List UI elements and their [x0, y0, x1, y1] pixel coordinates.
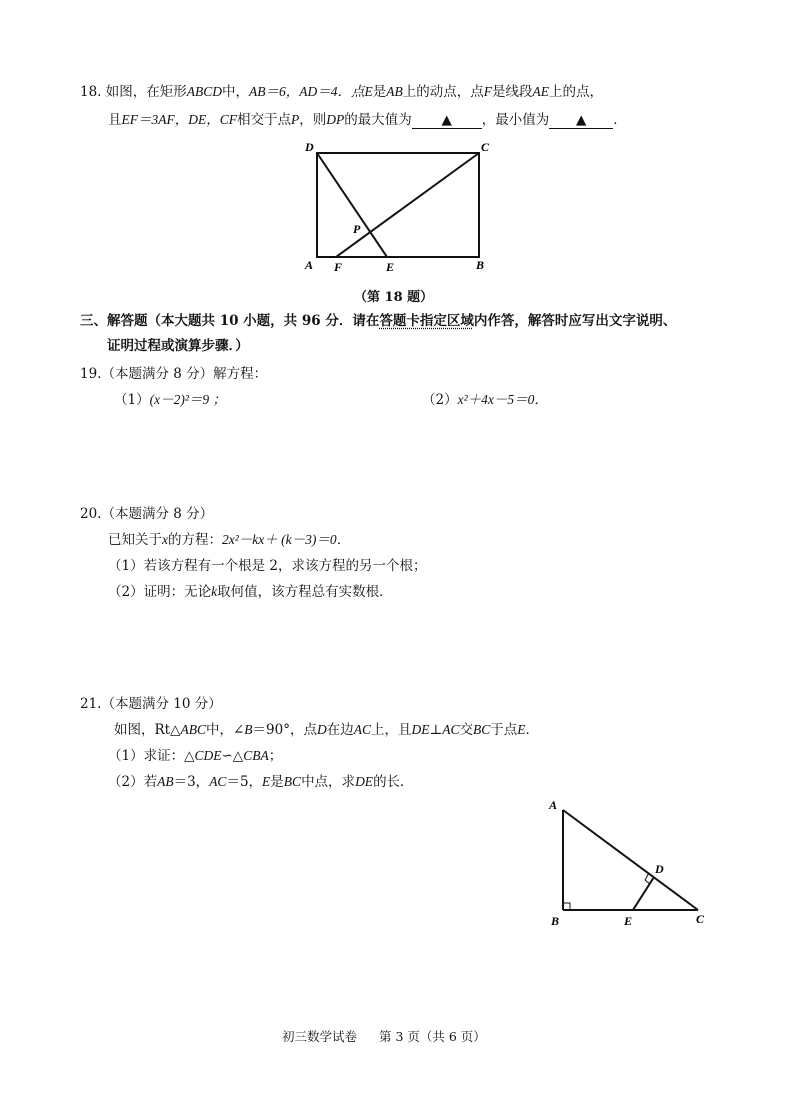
q18-text: 是	[372, 84, 387, 100]
q21-seg-de: DE	[411, 722, 430, 737]
q19-header: 19.（本题满分 8 分）解方程：	[80, 366, 268, 382]
q21-text: 中点，求	[301, 774, 356, 790]
label-c: C	[481, 140, 490, 154]
q21-text: ∽△	[221, 748, 244, 764]
q18-seg-ab: AB	[386, 84, 403, 99]
q19-part1	[114, 388, 226, 408]
q18-ad-eq: AD＝4．点	[299, 84, 365, 99]
q19-part2	[422, 388, 548, 408]
q21-text: ＝5，	[226, 774, 263, 790]
q18-text: 且	[108, 112, 122, 128]
q20-text: 的方程：	[168, 532, 222, 548]
page-footer	[282, 1027, 486, 1045]
label-e: E	[624, 914, 633, 928]
q18-line2	[108, 108, 627, 129]
label-e: E	[386, 260, 395, 274]
q20-header: 20.（本题满分 8 分）	[80, 506, 214, 522]
q21-seg-ac: AC	[442, 722, 460, 737]
q21-text: （2）若	[108, 774, 158, 790]
section-3-title-line2: 证明过程或演算步骤．）	[107, 338, 249, 354]
segment-ac	[563, 810, 698, 910]
segment-de	[633, 877, 654, 910]
label-a: A	[305, 258, 314, 272]
q18-text: ，最小值为	[481, 112, 550, 128]
q19-part1-expr: (x－2)²＝9 ；	[149, 392, 226, 407]
q21-text: 的长．	[373, 774, 414, 790]
q18-seg-dp: DP	[326, 112, 345, 127]
triangle-marker-icon: ▲	[441, 112, 452, 128]
label-p: P	[353, 222, 361, 236]
q21-tri-cde: CDE	[194, 748, 222, 763]
q18-text: 上的点，	[549, 84, 604, 100]
q20-text: （2）证明：无论	[108, 584, 212, 600]
q21-text: 如图，Rt△	[114, 722, 181, 738]
footer-page-number: 第 3 页（共 6 页）	[378, 1029, 486, 1044]
q18-figure	[300, 138, 500, 274]
q21-seg-de: DE	[355, 774, 374, 789]
q20-var-x: x	[162, 532, 168, 547]
q21-text: （1）求证：△	[108, 748, 195, 764]
q18-text: 相交于点	[236, 112, 291, 128]
q21-text: 于点	[490, 722, 518, 738]
answer-blank-min[interactable]	[549, 112, 613, 129]
q21-seg-bc: BC	[283, 774, 302, 789]
label-c: C	[696, 912, 705, 926]
q18-text: 上的动点，点	[402, 84, 484, 100]
q21-tri: ABC	[180, 722, 206, 737]
q20-text: 取何值，该方程总有实数根．	[217, 584, 393, 600]
answer-blank-max[interactable]	[412, 112, 482, 129]
q21-text: ＝3，	[173, 774, 210, 790]
q19-part2-label: （2）	[422, 392, 458, 408]
q18-text: ，则	[299, 112, 327, 128]
q18-point-f: F	[483, 84, 493, 99]
q18-line1	[80, 80, 603, 100]
q19-part2-expr: x²＋4x－5＝0．	[457, 392, 548, 407]
q21-angle-b: B	[244, 722, 253, 737]
section-3-title	[80, 309, 676, 329]
q21-text: 是	[270, 774, 284, 790]
q21-stem	[114, 718, 539, 738]
q20-part1: （1）若该方程有一个根是 2，求该方程的另一个根；	[108, 558, 427, 574]
rectangle-abcd	[317, 153, 479, 257]
q21-text: 上，且	[371, 722, 412, 738]
q21-text: ；	[268, 748, 283, 764]
q21-figure	[545, 795, 715, 935]
label-a: A	[549, 798, 558, 812]
label-b: B	[551, 914, 560, 928]
label-d: D	[305, 140, 314, 154]
triangle-marker-icon: ▲	[576, 112, 587, 128]
q21-part1	[108, 744, 282, 764]
q21-point-d: D	[316, 722, 327, 737]
q20-var-k: k	[211, 584, 218, 599]
segment-de	[317, 153, 387, 257]
q21-tri-cba: CBA	[243, 748, 269, 763]
q18-seg-ae: AE	[532, 84, 550, 99]
section-3-text: 内作答，解答时应写出文字说明、	[473, 313, 677, 329]
q21-point-e: E	[517, 722, 526, 737]
q21-seg-ac: AC	[209, 774, 227, 789]
q20-text: 已知关于	[108, 532, 162, 548]
q21-seg-ac: AC	[353, 722, 371, 737]
q18-text: 中，	[222, 84, 250, 100]
q21-text: ．	[525, 722, 539, 738]
q21-text: 交	[459, 722, 473, 738]
q18-ab-eq: AB＝6，	[249, 84, 300, 99]
q21-text: ＝90°，点	[252, 722, 317, 738]
q21-text: 中，∠	[205, 722, 245, 738]
q21-text: ⊥	[429, 722, 443, 738]
footer-subject: 初三数学试卷	[282, 1029, 358, 1044]
right-angle-mark-b	[563, 903, 570, 910]
q18-ef-eq: EF＝3AF，DE，CF	[121, 112, 237, 127]
q18-text: 的最大值为	[344, 112, 412, 128]
q18-rect-name: ABCD	[186, 84, 223, 99]
q21-header: 21.（本题满分 10 分）	[80, 696, 222, 712]
section-3-text: 三、解答题（本大题共 10 小题，共 96 分．请在	[80, 313, 380, 329]
label-d: D	[655, 862, 664, 876]
figure-caption-18: （第 18 题）	[354, 290, 434, 305]
q21-point-e: E	[262, 774, 271, 789]
q19-part1-label: （1）	[114, 392, 150, 408]
q21-seg-bc: BC	[472, 722, 491, 737]
q18-text: 是线段	[492, 84, 533, 100]
label-f: F	[334, 260, 343, 274]
q21-seg-ab: AB	[157, 774, 174, 789]
section-3-emphasis: 答题卡指定区域	[379, 313, 474, 329]
q18-number: 18.	[80, 84, 102, 100]
q18-point-e: E	[364, 84, 373, 99]
q18-text: ．	[613, 112, 627, 128]
label-b: B	[476, 258, 485, 272]
q20-part2	[108, 580, 393, 600]
q21-text: 在边	[326, 722, 354, 738]
q20-equation: 2x²－kx＋ (k－3)＝0．	[222, 532, 351, 547]
q18-text: 如图，在矩形	[105, 84, 187, 100]
q21-part2	[108, 770, 414, 790]
segment-cf	[336, 153, 479, 257]
q20-stem	[108, 528, 350, 548]
q18-point-p: P	[290, 112, 300, 127]
